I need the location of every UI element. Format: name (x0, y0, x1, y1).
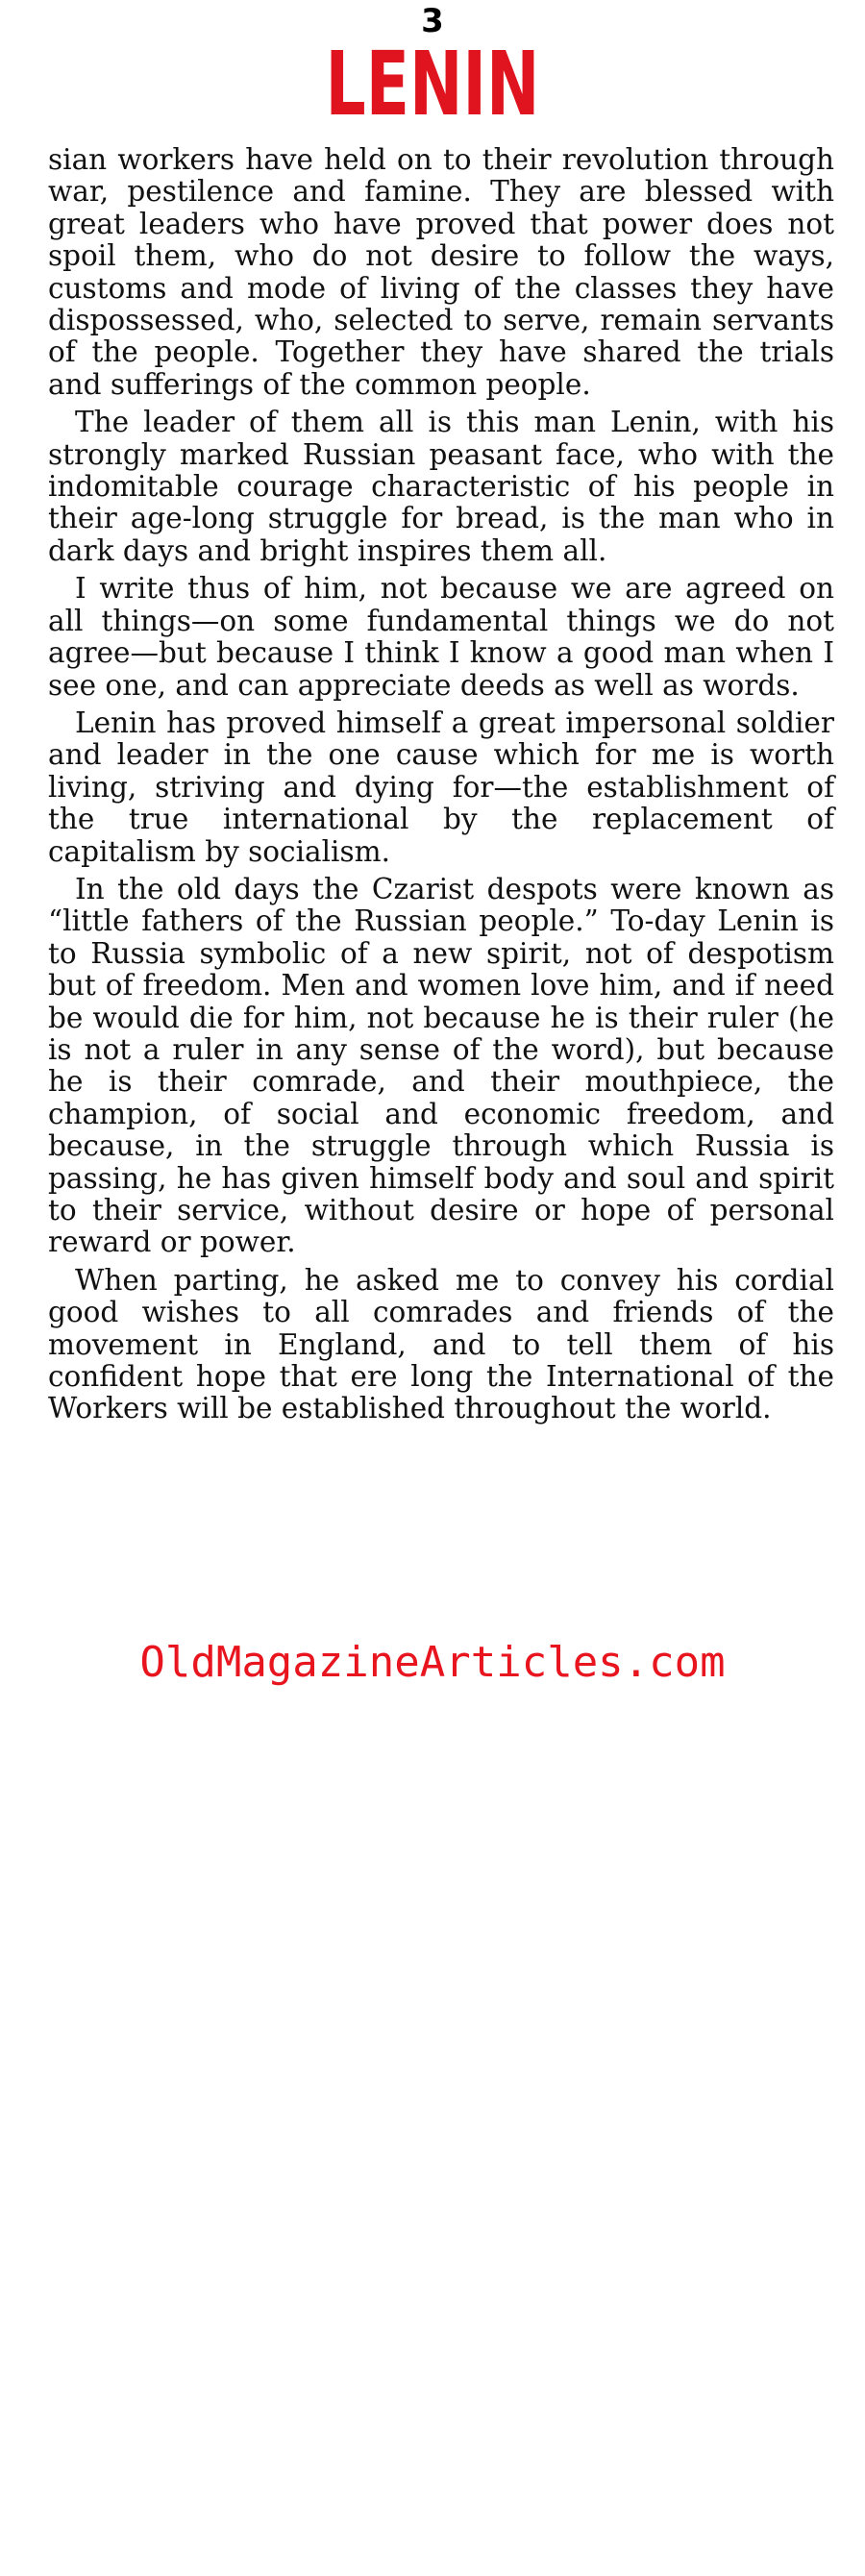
article-paragraph: When parting, he asked me to convey his cordial good wishes to all comrades and friends of the movement in England, and to tell them of his confident hope that ere long the International of the Workers will be established throughout the world. (48, 1263, 834, 1425)
article-body (48, 144, 834, 1425)
article-paragraph: The leader of them all is this man Lenin, with his strongly marked Russian peasant face, who with the indomitable courage characteristic of his people in their age-long struggle for bread, is the man who in dark days and bright inspires them all. (48, 406, 834, 567)
article-paragraph: sian workers have held on to their revolution through war, pestilence and famine. They are blessed with great leaders who have proved that power does not spoil them, who do not desire to follow the ways, customs and mode of living of the classes they have dispossessed, who, selected to serve, remain servants of the people. Together they have shared the trials and sufferings of the common people. (48, 143, 834, 401)
site-watermark: OldMagazineArticles.com (139, 1638, 726, 1687)
page-title: LENIN (325, 33, 540, 136)
article-paragraph: Lenin has proved himself a great impersonal soldier and leader in the one cause which for me is worth living, striving and dying for—the establishment of the true international by the replacement of capitalism by socialism. (48, 706, 834, 868)
article-paragraph: In the old days the Czarist despots were known as “little fathers of the Russian people.” To-day Lenin is to Russia symbolic of a new spirit, not of despotism but of freedom. Men and women love him, and if need be would die for him, not because he is their ruler (he is not a ruler in any sense of the word), but because he is their comrade, and their mouthpiece, the champion, of social and economic freedom, and because, in the struggle through which Russia is passing, he has given himself body and soul and spirit to their service, without desire or hope of personal reward or power. (48, 872, 834, 1259)
page-number: 3 (421, 2, 444, 40)
article-paragraph: I write thus of him, not because we are agreed on all things—on some fundamental things we do not agree—but because I think I know a good man when I see one, and can appreciate deeds as well as words. (48, 572, 834, 702)
